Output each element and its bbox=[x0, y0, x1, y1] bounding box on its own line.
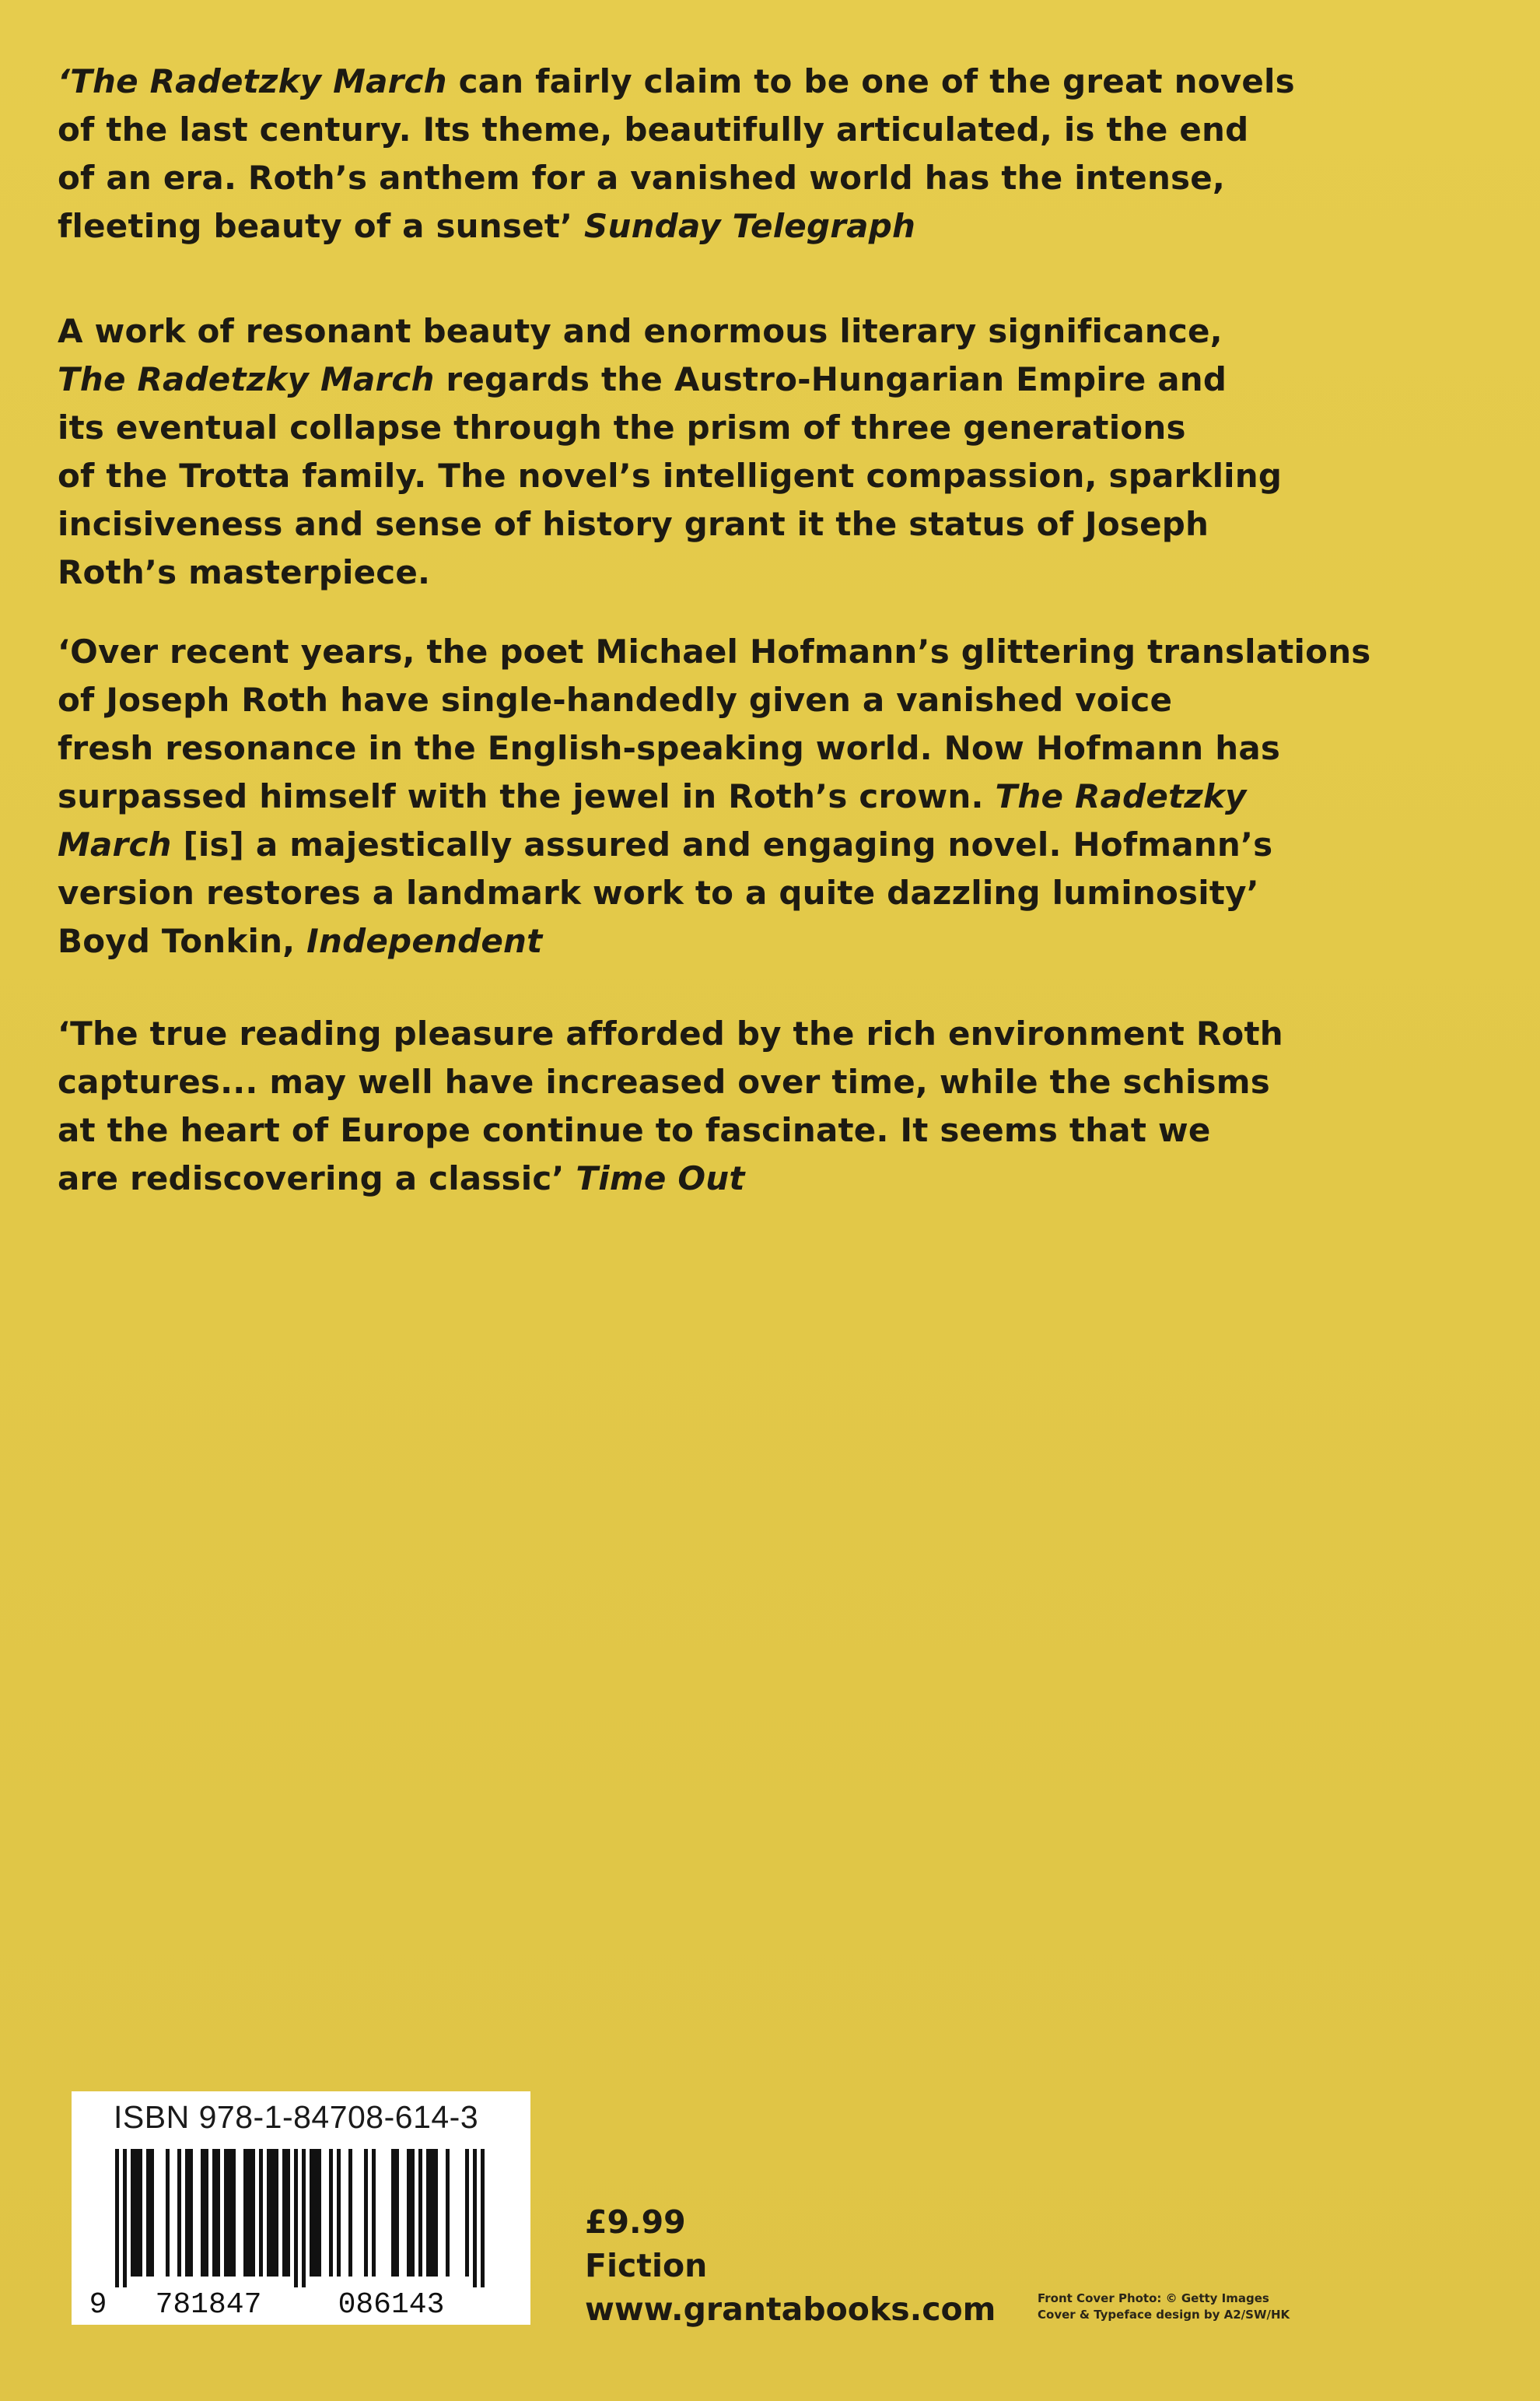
barcode-bar bbox=[166, 2149, 170, 2277]
book-description bbox=[58, 307, 1458, 597]
barcode-bar bbox=[286, 2149, 290, 2277]
barcode-bar bbox=[212, 2149, 216, 2277]
barcode-bar bbox=[201, 2149, 205, 2277]
barcode-digits: 781847 bbox=[155, 2288, 262, 2322]
book-info bbox=[585, 2200, 996, 2331]
barcode-bar bbox=[395, 2149, 399, 2277]
barcode-bar bbox=[481, 2149, 485, 2287]
quote-line bbox=[58, 1155, 1458, 1203]
barcode-bar bbox=[407, 2149, 411, 2277]
barcode-bar bbox=[275, 2149, 278, 2277]
barcode-bar bbox=[317, 2149, 321, 2277]
quote-text: [is] a majestically assured and engaging novel. Hofmann’s bbox=[171, 825, 1273, 864]
blurb-quote-sunday-telegraph bbox=[58, 58, 1458, 251]
barcode-bar bbox=[177, 2149, 181, 2277]
barcode-bar bbox=[418, 2149, 422, 2277]
barcode-bar bbox=[228, 2149, 232, 2277]
book-title: The Radetzky March bbox=[58, 360, 435, 398]
barcode-bar bbox=[271, 2149, 275, 2277]
barcode-bar bbox=[251, 2149, 255, 2277]
barcode-bar bbox=[131, 2149, 135, 2277]
description-line: its eventual collapse through the prism of three generations bbox=[58, 408, 1186, 447]
quote-text: fleeting beauty of a sunset’ bbox=[58, 207, 585, 245]
barcode-bar bbox=[216, 2149, 220, 2277]
barcode-bar bbox=[302, 2149, 306, 2287]
barcode-bar bbox=[329, 2149, 333, 2277]
cover-credits bbox=[1038, 2291, 1290, 2323]
quote-line: version restores a landmark work to a quite dazzling luminosity’ bbox=[58, 874, 1259, 912]
barcode-bar bbox=[135, 2149, 138, 2277]
barcode-bar bbox=[391, 2149, 395, 2277]
barcode-bar bbox=[224, 2149, 228, 2277]
quote-line: of an era. Roth’s anthem for a vanished world has the intense, bbox=[58, 159, 1226, 197]
book-title: The Radetzky bbox=[995, 777, 1247, 815]
description-line: of the Trotta family. The novel’s intelligent compassion, sparkling bbox=[58, 457, 1283, 495]
quote-source: Sunday Telegraph bbox=[584, 207, 916, 245]
quote-line bbox=[58, 917, 1458, 966]
quote-line: ‘Over recent years, the poet Michael Hofmann’s glittering translations bbox=[58, 633, 1371, 671]
description-line: Roth’s masterpiece. bbox=[58, 553, 431, 591]
blurb-quote-time-out bbox=[58, 1010, 1458, 1203]
barcode-bar bbox=[146, 2149, 150, 2277]
description-line bbox=[58, 356, 1458, 404]
barcode-bar bbox=[348, 2149, 352, 2277]
quote-line: captures... may well have increased over time, while the schisms bbox=[58, 1063, 1270, 1101]
barcode-bar bbox=[259, 2149, 263, 2277]
blurb-quote-independent bbox=[58, 628, 1458, 966]
description-text: regards the Austro-Hungarian Empire and bbox=[434, 360, 1227, 398]
barcode-bar bbox=[473, 2149, 477, 2287]
barcode-bar bbox=[372, 2149, 376, 2277]
barcode-bar bbox=[313, 2149, 317, 2277]
barcode-bar bbox=[434, 2149, 438, 2277]
quote-line bbox=[58, 202, 1458, 251]
quote-line: fresh resonance in the English-speaking world. Now Hofmann has bbox=[58, 729, 1281, 767]
book-title: ‘The Radetzky March bbox=[58, 62, 447, 100]
quote-line: of Joseph Roth have single-handedly given a vanished voice bbox=[58, 681, 1173, 719]
barcode-bar bbox=[426, 2149, 430, 2277]
barcode-bar bbox=[123, 2149, 127, 2287]
quote-line: of the last century. Its theme, beautifully articulated, is the end bbox=[58, 110, 1249, 149]
barcode-bar bbox=[282, 2149, 286, 2277]
barcode-bar bbox=[232, 2149, 236, 2277]
photo-credit: Front Cover Photo: © Getty Images bbox=[1038, 2291, 1269, 2305]
quote-author: Boyd Tonkin, bbox=[58, 922, 307, 960]
price: £9.99 bbox=[585, 2203, 686, 2241]
category: Fiction bbox=[585, 2247, 708, 2284]
isbn-label: ISBN 978-1-84708-614-3 bbox=[114, 2099, 479, 2135]
quote-line bbox=[58, 821, 1458, 869]
barcode-icon bbox=[72, 2091, 530, 2325]
barcode-digits: 9 bbox=[89, 2288, 107, 2322]
barcode-bar bbox=[411, 2149, 415, 2277]
barcode-bar bbox=[364, 2149, 368, 2277]
quote-text: surpassed himself with the jewel in Roth’s crown. bbox=[58, 777, 996, 815]
barcode-bar bbox=[115, 2149, 119, 2287]
barcode-bar bbox=[138, 2149, 142, 2277]
barcode-bar bbox=[430, 2149, 434, 2277]
quote-line bbox=[58, 58, 1458, 106]
barcode-bar bbox=[310, 2149, 313, 2277]
barcode-bar bbox=[294, 2149, 298, 2287]
quote-source: Independent bbox=[306, 922, 543, 960]
isbn-barcode bbox=[72, 2091, 530, 2325]
barcode-bar bbox=[267, 2149, 271, 2277]
publisher-website: www.grantabooks.com bbox=[585, 2291, 996, 2328]
description-line: A work of resonant beauty and enormous literary significance, bbox=[58, 312, 1223, 350]
barcode-digits: 086143 bbox=[338, 2288, 445, 2322]
barcode-bar bbox=[205, 2149, 208, 2277]
barcode-bar bbox=[185, 2149, 189, 2277]
barcode-bar bbox=[337, 2149, 341, 2277]
design-credit: Cover & Typeface design by A2/SW/HK bbox=[1038, 2308, 1290, 2322]
quote-text: can fairly claim to be one of the great novels bbox=[446, 62, 1295, 100]
barcode-bar bbox=[150, 2149, 154, 2277]
barcode-bar bbox=[189, 2149, 193, 2277]
barcode-bar bbox=[243, 2149, 247, 2277]
quote-source: Time Out bbox=[576, 1159, 745, 1197]
book-title: March bbox=[58, 825, 172, 864]
description-line: incisiveness and sense of history grant it the status of Joseph bbox=[58, 505, 1209, 543]
barcode-bar bbox=[465, 2149, 469, 2277]
barcode-bar bbox=[446, 2149, 450, 2277]
quote-text: are rediscovering a classic’ bbox=[58, 1159, 576, 1197]
quote-line: at the heart of Europe continue to fascinate. It seems that we bbox=[58, 1111, 1211, 1149]
quote-line: ‘The true reading pleasure afforded by the rich environment Roth bbox=[58, 1015, 1283, 1053]
barcode-bar bbox=[247, 2149, 251, 2277]
quote-line bbox=[58, 773, 1458, 821]
